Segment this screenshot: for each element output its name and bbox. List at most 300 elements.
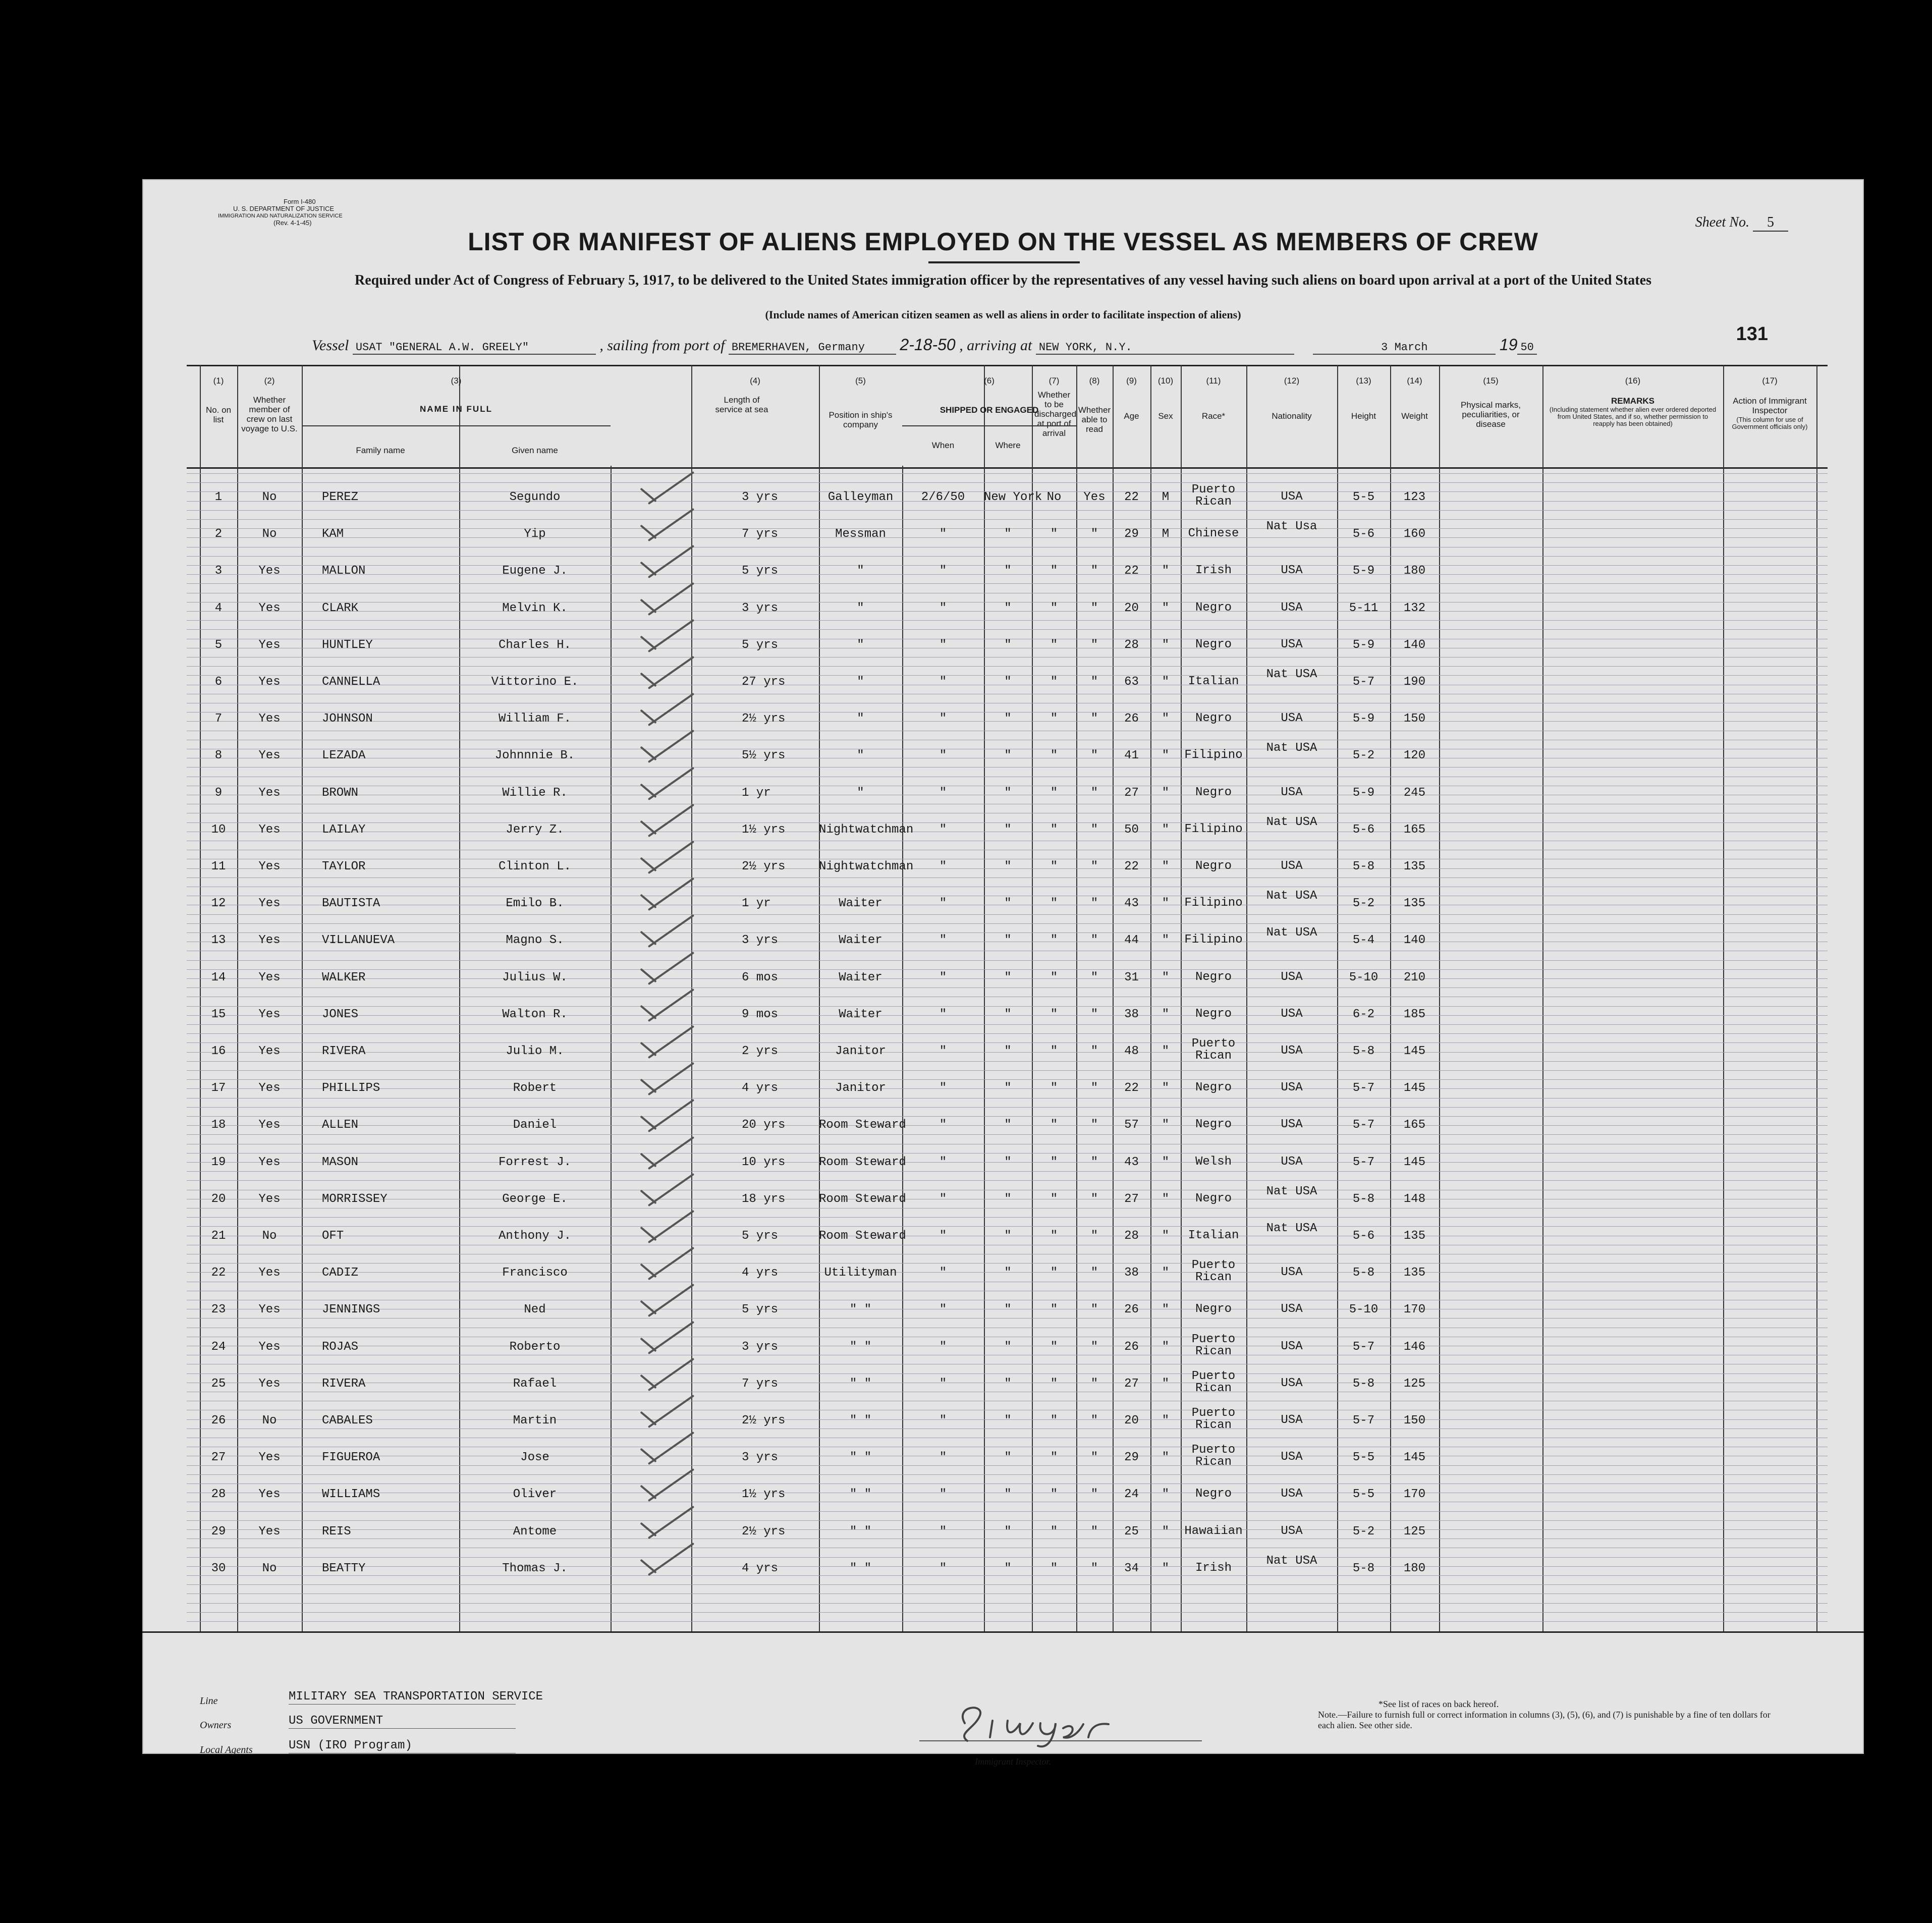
row-age: 26: [1124, 1303, 1139, 1317]
row-service: 18 yrs: [742, 1192, 786, 1206]
check-mark: [640, 1263, 656, 1278]
row-height: 5-2: [1352, 749, 1375, 763]
row-where: ": [1004, 1303, 1012, 1317]
ruled-line: [187, 1226, 1828, 1227]
row-where: ": [1004, 1155, 1012, 1169]
row-read: ": [1090, 1303, 1098, 1317]
ruled-line: [187, 1465, 1828, 1466]
row-height: 6-2: [1352, 1007, 1375, 1021]
row-last: Yes: [258, 1081, 281, 1095]
row-sex: ": [1162, 786, 1170, 800]
row-read: ": [1090, 1081, 1098, 1095]
row-last: Yes: [258, 749, 281, 763]
row-given: Clinton L.: [498, 860, 572, 873]
ruled-line: [187, 482, 1828, 483]
row-sex: ": [1162, 1007, 1170, 1021]
row-given: Ned: [524, 1303, 546, 1317]
row-given: Yip: [524, 527, 546, 541]
penalty-note: Note.—Failure to furnish full or correct information in columns (3), (5), (6), and (7) is punishable by a fine of ten dollars for each alien. See other side.: [1318, 1710, 1771, 1730]
stamp-number: 131: [1736, 323, 1768, 345]
arrival-year: 50: [1517, 341, 1536, 355]
row-read: ": [1090, 1377, 1098, 1391]
row-age: 63: [1124, 675, 1139, 689]
row-where: ": [1004, 1561, 1012, 1575]
ruled-line: [187, 510, 1828, 511]
row-when: ": [939, 712, 947, 726]
row-last: Yes: [258, 564, 281, 578]
line-underline: [289, 1704, 516, 1705]
row-age: 25: [1124, 1524, 1139, 1539]
row-when: ": [939, 1007, 947, 1021]
row-read: ": [1090, 897, 1098, 911]
row-family: MORRISSEY: [322, 1192, 388, 1206]
row-race: Negro: [1195, 1007, 1232, 1021]
header-col13: Height: [1351, 411, 1376, 421]
header-sub-rule: [302, 425, 611, 426]
row-given: Oliver: [513, 1488, 557, 1502]
row-service: 27 yrs: [742, 675, 786, 689]
row-read: ": [1090, 1229, 1098, 1243]
row-height: 5-8: [1352, 1561, 1375, 1575]
ruled-line: [187, 1171, 1828, 1172]
row-no: 9: [214, 786, 223, 800]
row-nationality: Nat USA: [1266, 815, 1317, 829]
row-read: ": [1090, 1451, 1098, 1465]
owners-label: Owners: [200, 1720, 232, 1731]
row-position: " ": [849, 1488, 872, 1502]
header-given-name: Given name: [512, 446, 558, 455]
row-when: ": [939, 860, 947, 873]
row-where: ": [1004, 1377, 1012, 1391]
row-discharged: ": [1050, 1081, 1058, 1095]
row-no: 8: [214, 749, 223, 763]
row-sex: ": [1162, 1229, 1170, 1243]
row-where: ": [1004, 970, 1012, 984]
header-col6: SHIPPED OR ENGAGED: [940, 405, 1039, 415]
row-read: ": [1090, 1561, 1098, 1575]
row-where: ": [1004, 1007, 1012, 1021]
header-col9-num: (9): [1126, 376, 1137, 386]
row-family: BROWN: [322, 786, 359, 800]
row-sex: ": [1162, 933, 1170, 948]
row-family: CADIZ: [322, 1266, 359, 1280]
row-race: Italian: [1188, 1229, 1239, 1242]
row-weight: 123: [1403, 490, 1426, 504]
row-height: 5-9: [1352, 564, 1375, 578]
row-race: Hawaiian: [1184, 1524, 1243, 1538]
column-rule: [1439, 365, 1440, 1631]
sailing-label: , sailing from port of: [599, 337, 725, 354]
row-service: 5½ yrs: [742, 749, 786, 763]
row-given: Daniel: [513, 1118, 557, 1132]
row-discharged: ": [1050, 1303, 1058, 1317]
row-sex: M: [1162, 527, 1170, 541]
row-age: 24: [1124, 1488, 1139, 1502]
row-family: BEATTY: [322, 1561, 366, 1575]
row-sex: ": [1162, 564, 1170, 578]
ruled-line: [187, 1511, 1828, 1512]
header-col5-num: (5): [855, 376, 866, 386]
row-sex: ": [1162, 1118, 1170, 1132]
row-race: Irish: [1195, 564, 1232, 578]
row-last: Yes: [258, 1155, 281, 1169]
vessel-line: [312, 336, 1768, 356]
row-age: 26: [1124, 712, 1139, 726]
row-age: 27: [1124, 786, 1139, 800]
row-discharged: ": [1050, 1155, 1058, 1169]
row-nationality: USA: [1281, 1339, 1303, 1353]
row-age: 41: [1124, 749, 1139, 763]
row-no: 6: [214, 675, 223, 689]
row-when: ": [939, 675, 947, 689]
row-family: PHILLIPS: [322, 1081, 380, 1095]
row-weight: 140: [1403, 638, 1426, 652]
line-value: MILITARY SEA TRANSPORTATION SERVICE: [289, 1690, 543, 1704]
check-mark: [640, 1300, 656, 1315]
row-read: ": [1090, 601, 1098, 615]
line-label: Line: [200, 1695, 218, 1707]
row-nationality: Nat USA: [1266, 889, 1317, 903]
ruled-line: [187, 1373, 1828, 1374]
row-race: Negro: [1195, 1302, 1232, 1316]
year-prefix: 19: [1499, 336, 1518, 354]
row-sex: ": [1162, 970, 1170, 984]
row-discharged: ": [1050, 822, 1058, 837]
row-read: ": [1090, 1488, 1098, 1502]
row-nationality: Nat USA: [1266, 1222, 1317, 1235]
column-rule: [691, 365, 692, 1631]
row-when: ": [939, 1155, 947, 1169]
header-col11-num: (11): [1206, 376, 1221, 386]
inspector-signature: [909, 1693, 1212, 1748]
column-rule: [1337, 365, 1338, 1631]
ruled-line: [187, 620, 1828, 621]
row-last: No: [262, 490, 277, 504]
row-given: Eugene J.: [502, 564, 568, 578]
row-service: 7 yrs: [742, 527, 779, 541]
row-last: Yes: [258, 1192, 281, 1206]
row-height: 5-6: [1352, 1229, 1375, 1243]
row-service: 1 yr: [742, 897, 771, 911]
sheet-number-value: 5: [1753, 214, 1788, 232]
form-number: Form I-480: [284, 198, 316, 205]
row-nationality: Nat USA: [1266, 741, 1317, 755]
row-position: " ": [849, 1303, 872, 1317]
row-given: Francisco: [502, 1266, 568, 1280]
ruled-line: [187, 1042, 1828, 1043]
row-weight: 125: [1403, 1524, 1426, 1539]
row-position: Waiter: [839, 897, 882, 911]
ruled-line: [187, 1217, 1828, 1218]
row-nationality: USA: [1281, 970, 1303, 984]
row-nationality: Nat USA: [1266, 668, 1317, 681]
row-given: Martin: [513, 1414, 557, 1427]
row-family: WALKER: [322, 970, 366, 984]
row-age: 22: [1124, 564, 1139, 578]
ruled-line: [187, 923, 1828, 924]
row-where: ": [1004, 897, 1012, 911]
row-when: ": [939, 1192, 947, 1206]
row-position: Janitor: [835, 1081, 886, 1095]
ruled-line: [187, 1520, 1828, 1521]
arriving-label: , arriving at: [959, 337, 1032, 354]
row-discharged: ": [1050, 675, 1058, 689]
ruled-line: [187, 1006, 1828, 1007]
row-discharged: ": [1050, 897, 1058, 911]
ruled-line: [187, 1024, 1828, 1025]
row-given: Segundo: [509, 490, 561, 504]
ruled-line: [187, 1134, 1828, 1135]
row-where: New York: [984, 490, 1042, 504]
column-rule: [1150, 365, 1151, 1631]
row-when: ": [939, 1488, 947, 1502]
row-position: Room Steward: [819, 1192, 906, 1206]
row-sex: ": [1162, 1192, 1170, 1206]
row-no: 3: [214, 564, 223, 578]
row-family: JONES: [322, 1007, 359, 1021]
row-height: 5-7: [1352, 675, 1375, 689]
row-family: PEREZ: [322, 490, 359, 504]
header-col15: Physical marks, peculiarities, or disease: [1460, 400, 1521, 429]
row-no: 15: [211, 1007, 226, 1021]
row-nationality: USA: [1281, 1487, 1303, 1501]
row-last: Yes: [258, 1045, 281, 1058]
row-family: OFT: [322, 1229, 344, 1243]
arrival-date: 3 March: [1313, 341, 1496, 355]
row-position: ": [857, 786, 864, 800]
row-nationality: USA: [1281, 1302, 1303, 1316]
row-given: Jose: [520, 1451, 549, 1465]
row-sex: ": [1162, 1045, 1170, 1058]
header-col13-num: (13): [1356, 376, 1371, 386]
check-mark: [640, 1116, 656, 1130]
row-age: 57: [1124, 1118, 1139, 1132]
row-service: 3 yrs: [742, 490, 779, 504]
row-read: ": [1090, 749, 1098, 763]
row-discharged: ": [1050, 749, 1058, 763]
row-given: Walton R.: [502, 1007, 568, 1021]
row-position: Room Steward: [819, 1229, 906, 1243]
row-weight: 245: [1403, 786, 1426, 800]
row-height: 5-5: [1352, 490, 1375, 504]
row-service: 2½ yrs: [742, 1414, 786, 1427]
row-where: ": [1004, 712, 1012, 726]
row-position: Utilityman: [824, 1266, 897, 1280]
row-sex: ": [1162, 1451, 1170, 1465]
row-when: ": [939, 638, 947, 652]
row-age: 20: [1124, 601, 1139, 615]
row-height: 5-8: [1352, 1377, 1375, 1391]
row-weight: 135: [1403, 860, 1426, 873]
header-when: When: [931, 441, 955, 450]
row-when: ": [939, 933, 947, 948]
row-position: " ": [849, 1340, 872, 1354]
row-family: JOHNSON: [322, 712, 373, 726]
row-weight: 145: [1403, 1451, 1426, 1465]
header-col5: Position in ship's company: [829, 410, 893, 429]
departure-port: BREMERHAVEN, Germany: [729, 341, 896, 355]
row-nationality: USA: [1281, 1524, 1303, 1538]
row-weight: 120: [1403, 749, 1426, 763]
row-service: 1½ yrs: [742, 1488, 786, 1502]
ruled-line: [187, 1557, 1828, 1558]
row-height: 5-7: [1352, 1340, 1375, 1354]
header-col7-num: (7): [1048, 376, 1060, 386]
row-last: Yes: [258, 1007, 281, 1021]
row-service: 1 yr: [742, 786, 771, 800]
row-family: MASON: [322, 1155, 359, 1169]
row-weight: 165: [1403, 822, 1426, 837]
row-last: Yes: [258, 933, 281, 948]
row-discharged: No: [1046, 490, 1062, 504]
row-age: 31: [1124, 970, 1139, 984]
row-where: ": [1004, 564, 1012, 578]
row-race: Puerto Rican: [1191, 1332, 1236, 1358]
row-position: Janitor: [835, 1045, 886, 1058]
row-no: 12: [211, 897, 226, 911]
row-position: Waiter: [839, 933, 882, 948]
row-weight: 132: [1403, 601, 1426, 615]
title-underline: [928, 261, 1080, 263]
row-height: 5-9: [1352, 786, 1375, 800]
row-read: ": [1090, 933, 1098, 948]
row-race: Negro: [1195, 1081, 1232, 1095]
row-weight: 140: [1403, 933, 1426, 948]
row-last: Yes: [258, 1266, 281, 1280]
row-no: 18: [211, 1118, 226, 1132]
row-service: 20 yrs: [742, 1118, 786, 1132]
row-race: Filipino: [1184, 896, 1243, 910]
row-sex: ": [1162, 749, 1170, 763]
row-service: 2 yrs: [742, 1045, 779, 1058]
row-given: Robert: [513, 1081, 557, 1095]
row-no: 7: [214, 712, 223, 726]
owners-underline: [289, 1728, 516, 1729]
row-age: 27: [1124, 1192, 1139, 1206]
row-discharged: ": [1050, 564, 1058, 578]
row-last: No: [262, 1414, 277, 1427]
row-age: 34: [1124, 1561, 1139, 1575]
row-where: ": [1004, 1229, 1012, 1243]
header-col4-num: (4): [750, 376, 760, 386]
row-no: 2: [214, 527, 223, 541]
races-note: *See list of races on back hereof.: [1378, 1699, 1499, 1709]
row-read: ": [1090, 638, 1098, 652]
row-service: 5 yrs: [742, 564, 779, 578]
row-family: TAYLOR: [322, 860, 366, 873]
row-when: ": [939, 1524, 947, 1539]
row-no: 4: [214, 601, 223, 615]
row-family: VILLANUEVA: [322, 933, 395, 948]
row-family: ALLEN: [322, 1118, 359, 1132]
ruled-line: [187, 987, 1828, 988]
row-read: ": [1090, 1524, 1098, 1539]
row-read: ": [1090, 822, 1098, 837]
row-where: ": [1004, 1524, 1012, 1539]
row-given: Forrest J.: [498, 1155, 572, 1169]
row-weight: 135: [1403, 1229, 1426, 1243]
form-department: U. S. DEPARTMENT OF JUSTICE: [233, 205, 335, 212]
row-position: Room Steward: [819, 1155, 906, 1169]
row-last: Yes: [258, 601, 281, 615]
row-when: ": [939, 601, 947, 615]
row-discharged: ": [1050, 1524, 1058, 1539]
row-read: ": [1090, 564, 1098, 578]
row-weight: 148: [1403, 1192, 1426, 1206]
ruled-line: [187, 473, 1828, 474]
row-discharged: ": [1050, 601, 1058, 615]
row-race: Irish: [1195, 1561, 1232, 1575]
row-read: ": [1090, 675, 1098, 689]
row-last: Yes: [258, 712, 281, 726]
row-no: 17: [211, 1081, 226, 1095]
row-given: Melvin K.: [502, 601, 568, 615]
row-nationality: USA: [1281, 564, 1303, 578]
row-height: 5-7: [1352, 1081, 1375, 1095]
row-weight: 150: [1403, 1414, 1426, 1427]
row-race: Negro: [1195, 970, 1232, 984]
ruled-line: [187, 1079, 1828, 1080]
row-weight: 190: [1403, 675, 1426, 689]
row-age: 29: [1124, 1451, 1139, 1465]
row-given: Antome: [513, 1524, 557, 1539]
row-discharged: ": [1050, 860, 1058, 873]
vessel-label: Vessel: [312, 337, 349, 354]
ruled-line: [187, 1107, 1828, 1108]
ruled-line: [187, 1603, 1828, 1604]
row-given: Johnnnie B.: [494, 749, 575, 763]
check-mark: [640, 1411, 656, 1426]
row-service: 2½ yrs: [742, 860, 786, 873]
header-where: Where: [995, 441, 1021, 450]
row-nationality: Nat USA: [1266, 1184, 1317, 1198]
column-rule: [1542, 365, 1543, 1631]
row-race: Negro: [1195, 1191, 1232, 1205]
row-discharged: ": [1050, 933, 1058, 948]
row-discharged: ": [1050, 1045, 1058, 1058]
row-service: 4 yrs: [742, 1266, 779, 1280]
row-nationality: USA: [1281, 711, 1303, 726]
check-mark: [640, 488, 656, 503]
row-position: ": [857, 601, 864, 615]
row-sex: ": [1162, 1377, 1170, 1391]
crew-table: [187, 365, 1828, 1631]
ruled-line: [187, 1033, 1828, 1034]
row-service: 1½ yrs: [742, 822, 786, 837]
row-discharged: ": [1050, 638, 1058, 652]
column-rule: [1723, 365, 1724, 1631]
row-position: ": [857, 638, 864, 652]
row-no: 11: [211, 860, 226, 873]
row-discharged: ": [1050, 786, 1058, 800]
row-where: ": [1004, 1192, 1012, 1206]
row-nationality: Nat USA: [1266, 1554, 1317, 1568]
row-when: ": [939, 1118, 947, 1132]
row-given: Thomas J.: [502, 1561, 568, 1575]
row-race: Filipino: [1184, 822, 1243, 836]
inspector-label: Immigrant Inspector.: [975, 1756, 1051, 1767]
row-height: 5-6: [1352, 822, 1375, 837]
ruled-line: [187, 556, 1828, 557]
row-read: ": [1090, 1155, 1098, 1169]
row-height: 5-9: [1352, 712, 1375, 726]
row-when: ": [939, 1081, 947, 1095]
row-read: ": [1090, 527, 1098, 541]
row-weight: 180: [1403, 564, 1426, 578]
document-title: LIST OR MANIFEST OF ALIENS EMPLOYED ON THE VESSEL AS MEMBERS OF CREW: [468, 228, 1538, 256]
row-height: 5-2: [1352, 897, 1375, 911]
row-given: Julio M.: [506, 1045, 564, 1058]
